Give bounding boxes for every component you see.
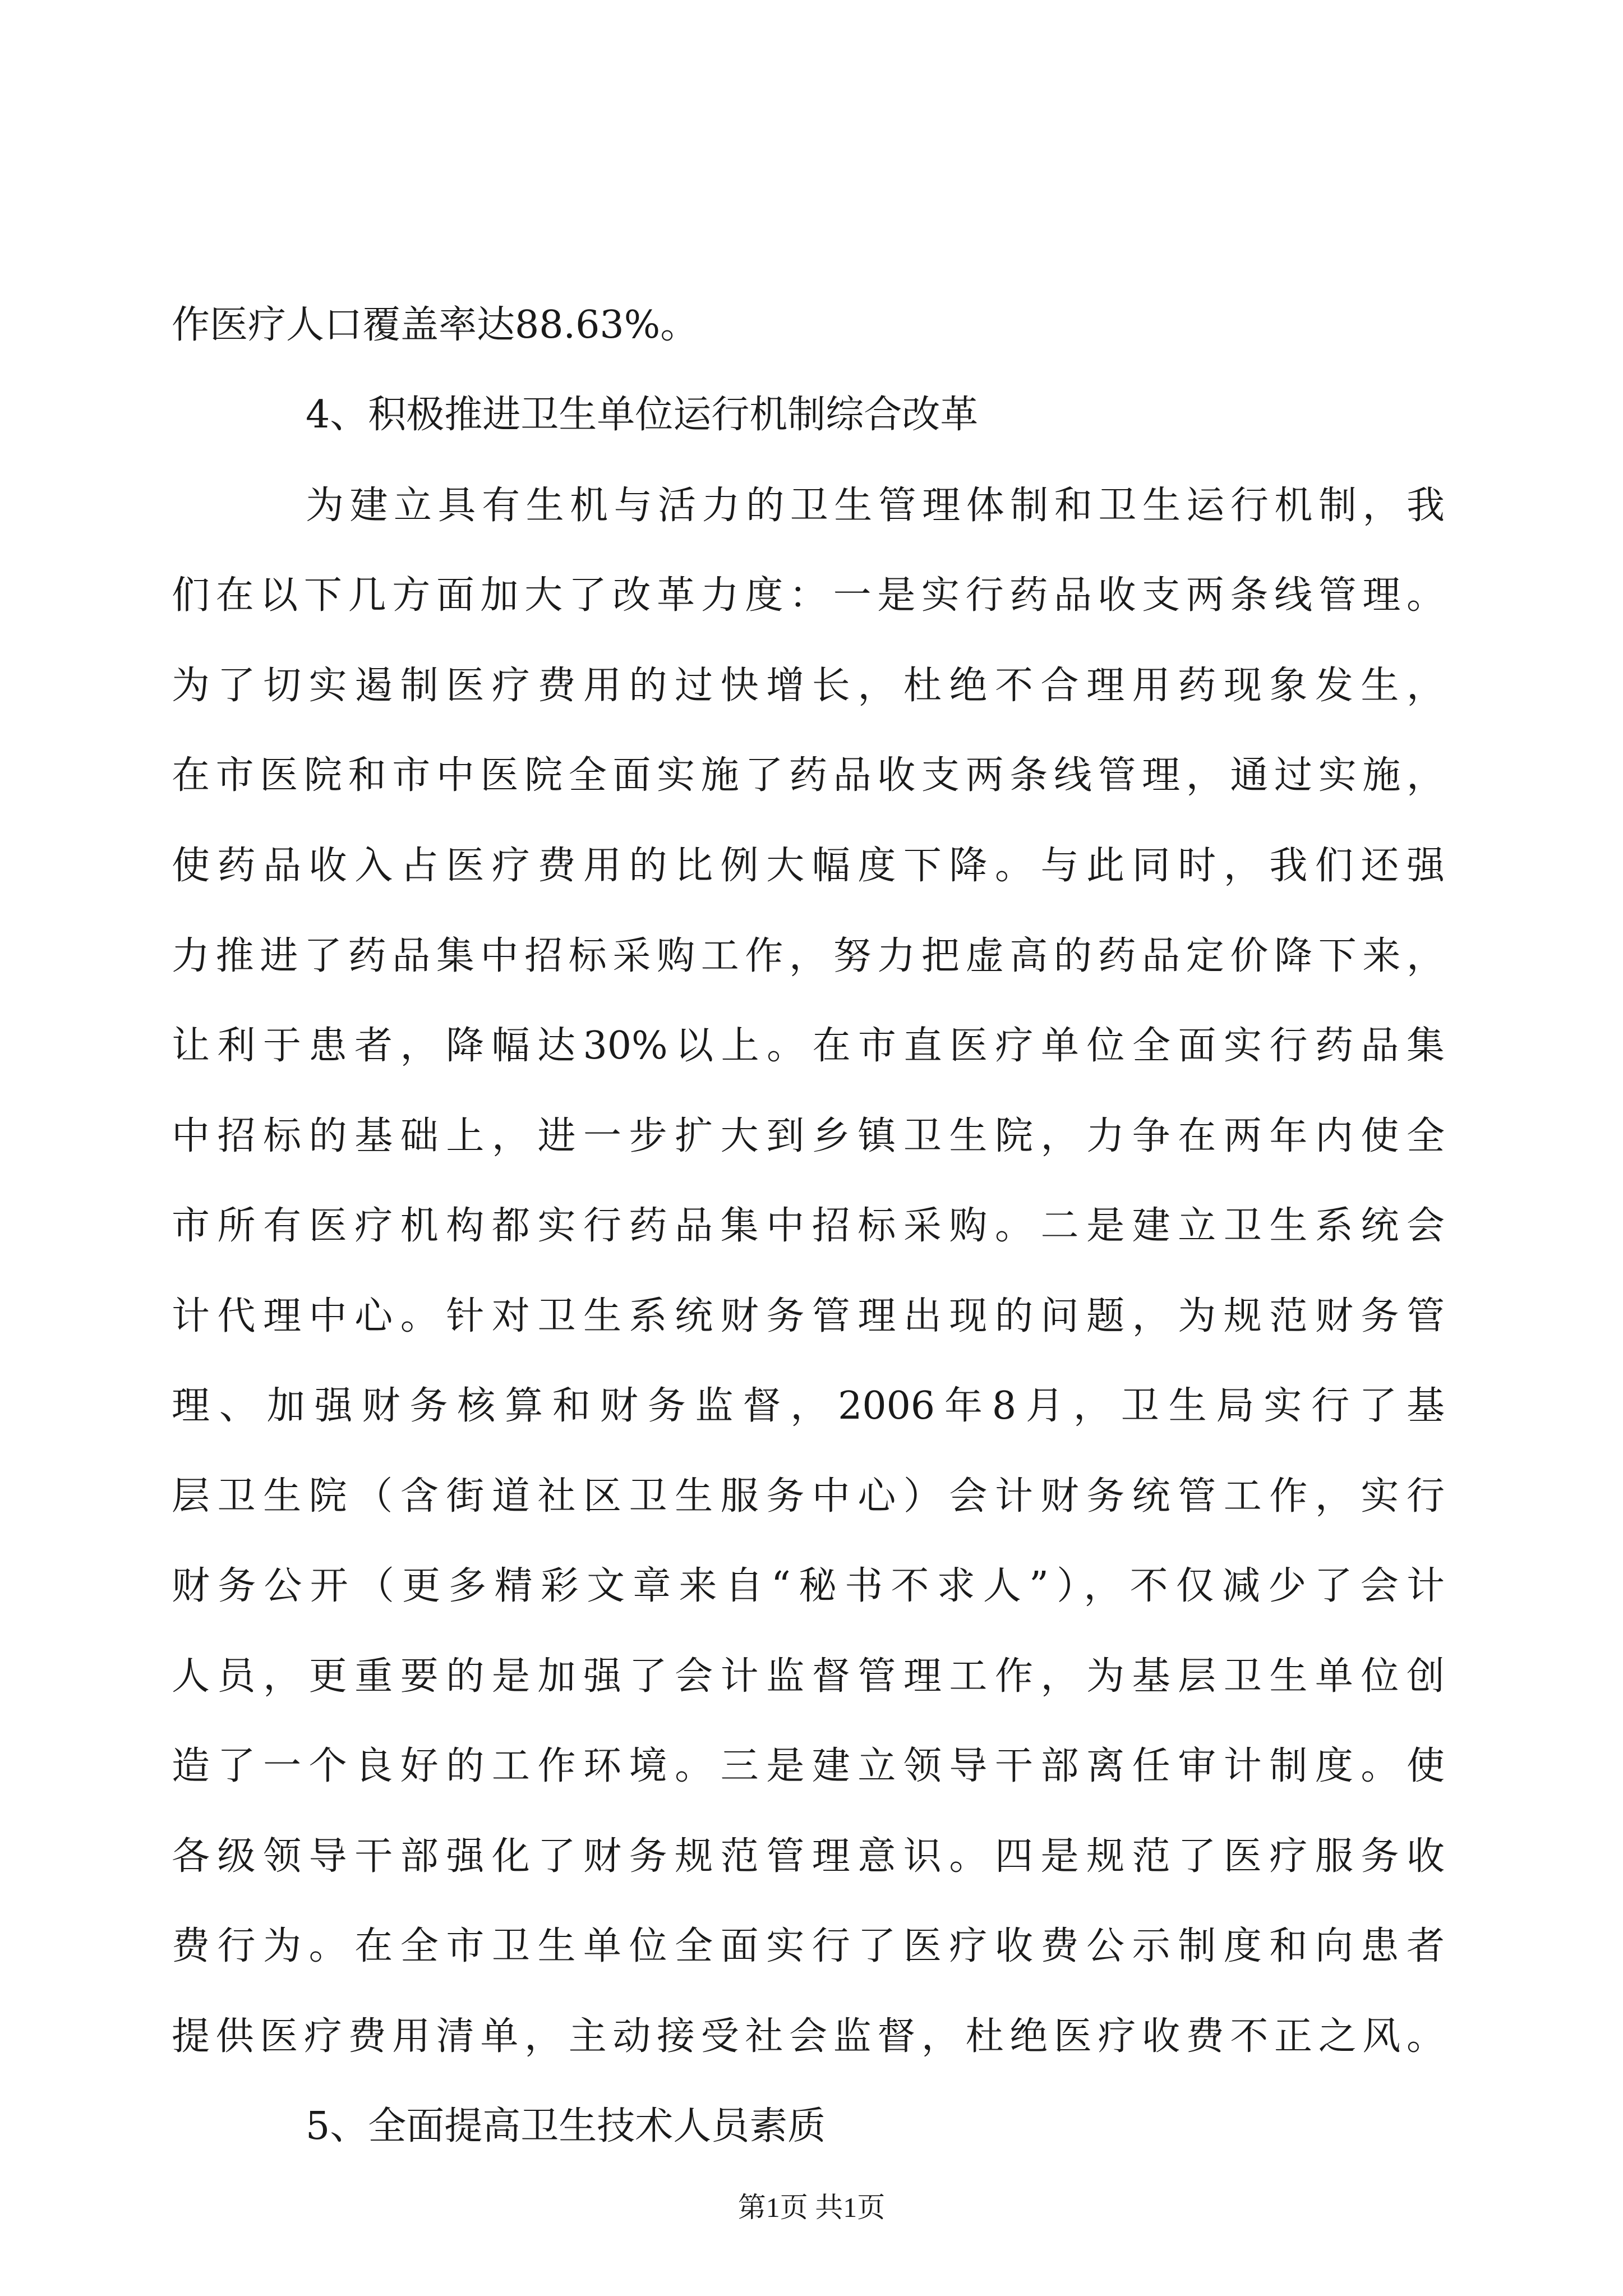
text-line-9: 让利于患者，降幅达30%以上。在市直医疗单位全面实行药品集 xyxy=(172,1024,1445,1068)
text-line-18: 各级领导干部强化了财务规范管理意识。四是规范了医疗服务收 xyxy=(172,1834,1445,1879)
text-line-7: 使药品收入占医疗费用的比例大幅度下降。与此同时，我们还强 xyxy=(172,844,1445,888)
text-line-17: 造了一个良好的工作环境。三是建立领导干部离任审计制度。使 xyxy=(172,1744,1445,1788)
text-line-10: 中招标的基础上，进一步扩大到乡镇卫生院，力争在两年内使全 xyxy=(172,1114,1445,1158)
section-heading-4: 4、积极推进卫生单位运行机制综合改革 xyxy=(306,393,979,437)
page-footer: 第1页 共1页 xyxy=(737,2192,886,2223)
text-line-1: 作医疗人口覆盖率达88.63%。 xyxy=(172,303,699,347)
text-line-20: 提供医疗费用清单，主动接受社会监督，杜绝医疗收费不正之风。 xyxy=(172,2014,1445,2059)
text-line-15: 财务公开（更多精彩文章来自“秘书不求人”），不仅减少了会计 xyxy=(172,1564,1445,1608)
text-line-12: 计代理中心。针对卫生系统财务管理出现的问题，为规范财务管 xyxy=(172,1294,1445,1338)
text-line-13: 理、加强财务核算和财务监督，2006年8月，卫生局实行了基 xyxy=(172,1384,1445,1428)
text-line-16: 人员，更重要的是加强了会计监督管理工作，为基层卫生单位创 xyxy=(172,1654,1445,1699)
text-line-4: 们在以下几方面加大了改革力度：一是实行药品收支两条线管理。 xyxy=(172,573,1445,618)
text-line-8: 力推进了药品集中招标采购工作，努力把虚高的药品定价降下来， xyxy=(172,934,1445,978)
text-line-6: 在市医院和市中医院全面实施了药品收支两条线管理，通过实施， xyxy=(172,753,1445,798)
section-heading-5: 5、全面提高卫生技术人员素质 xyxy=(306,2104,826,2148)
text-line-5: 为了切实遏制医疗费用的过快增长，杜绝不合理用药现象发生， xyxy=(172,664,1445,708)
text-line-19: 费行为。在全市卫生单位全面实行了医疗收费公示制度和向患者 xyxy=(172,1924,1445,1968)
text-line-3: 为建立具有生机与活力的卫生管理体制和卫生运行机制，我 xyxy=(306,484,1445,528)
text-line-14: 层卫生院（含街道社区卫生服务中心）会计财务统管工作，实行 xyxy=(172,1474,1445,1519)
text-line-11: 市所有医疗机构都实行药品集中招标采购。二是建立卫生系统会 xyxy=(172,1204,1445,1248)
